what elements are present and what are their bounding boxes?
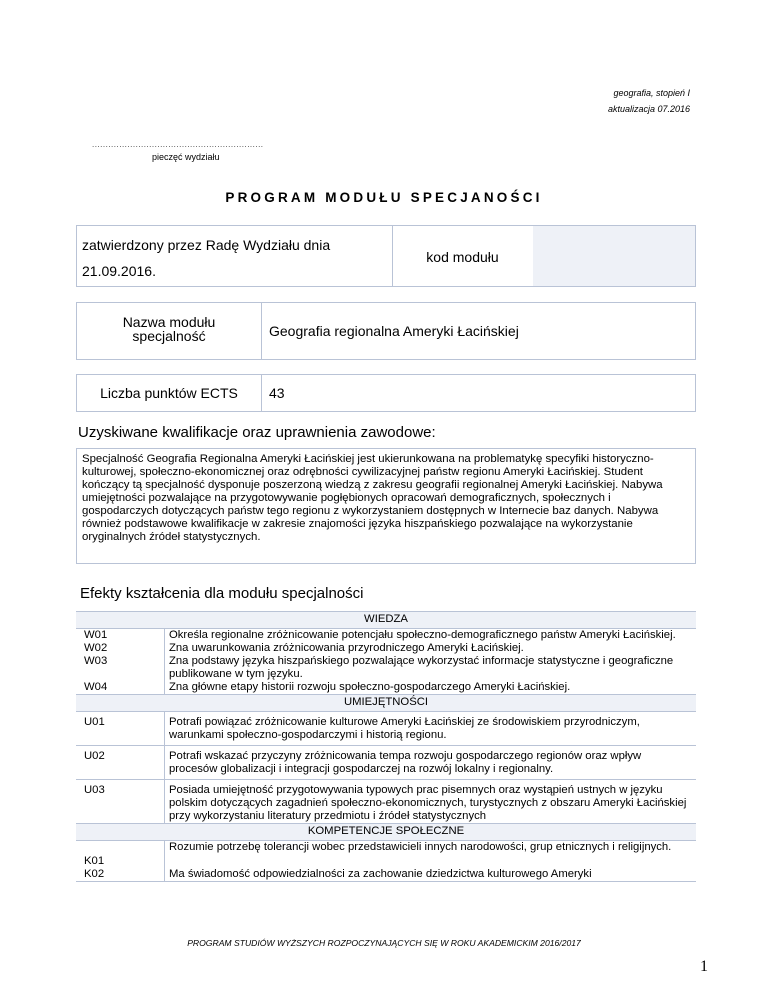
category-skills: UMIEJĘTNOŚCI	[76, 695, 696, 712]
ects-label: Liczba punktów ECTS	[100, 385, 238, 401]
module-name-box	[76, 302, 696, 360]
effect-code: K01	[76, 841, 165, 869]
ects-label-cell	[77, 375, 262, 411]
module-code-value	[533, 226, 695, 286]
ects-value: 43	[269, 385, 285, 401]
effect-code: U01	[76, 712, 165, 746]
table-row	[76, 868, 696, 882]
approval-text-cell	[77, 226, 393, 286]
approval-box	[76, 225, 696, 287]
category-social-competences: KOMPETENCJE SPOŁECZNE	[76, 824, 696, 841]
table-row	[76, 655, 696, 681]
stamp-label: pieczęć wydziału	[152, 152, 220, 162]
module-code-label-cell	[392, 226, 534, 286]
effect-description: Potrafi wskazać przyczyny zróżnicowania tempa rozwoju gospodarczego regionów oraz wpływ procesów globalizacji i integracji gospodarczej na rozwój lokalny i regionalny.	[165, 746, 697, 780]
learning-effects-table	[76, 611, 696, 882]
table-row	[76, 746, 696, 780]
category-knowledge: WIEDZA	[76, 612, 696, 629]
page-title: PROGRAM MODUŁU SPECJANOŚCI	[225, 190, 543, 205]
effect-description: Zna główne etapy historii rozwoju społeczno-gospodarczego Ameryki Łacińskiej.	[169, 681, 571, 693]
approval-label: zatwierdzony przez Radę Wydziału dnia	[82, 237, 331, 253]
effect-code: W03	[76, 655, 165, 681]
effects-heading: Efekty kształcenia dla modułu specjalności	[80, 585, 364, 602]
effect-description: Ma świadomość odpowiedzialności za zachowanie dziedzictwa kulturowego Ameryki	[169, 868, 592, 880]
effect-description: Zna podstawy języka hiszpańskiego pozwalające wykorzystać informacje statystyczne i geograficzne publikowane w tym języku.	[169, 655, 674, 680]
header-update-date: aktualizacja 07.2016	[607, 104, 690, 114]
stamp-dotted-line: ...............................................................	[92, 140, 264, 149]
header-program-info: geografia, stopień I	[613, 88, 690, 98]
effect-code: K02	[76, 868, 165, 882]
effect-description: Potrafi powiązać zróżnicowanie kulturowe Ameryki Łacińskiej ze środowiskiem przyrodniczym, warunkami społeczno-gospodarczymi i historią regionu.	[169, 716, 640, 741]
module-name-label: Nazwa modułu specjalność	[122, 314, 216, 344]
module-name-value: Geografia regionalna Ameryki Łacińskiej	[269, 323, 519, 339]
category-row-knowledge	[76, 612, 696, 629]
effect-code: U02	[76, 746, 165, 780]
effect-description: Posiada umiejętność przygotowywania typowych prac pisemnych oraz wystąpień ustnych w języku polskim dotyczących zagadnień społeczno-ekonomicznych, turystycznych z obszaru Ameryki Łacińskiej przy wykorzystaniu literatury przedmiotu i źródeł statystycznych	[165, 780, 697, 824]
module-code-label: kod modułu	[426, 249, 499, 265]
ects-box	[76, 374, 696, 412]
table-row	[76, 681, 696, 695]
qualifications-heading: Uzyskiwane kwalifikacje oraz uprawnienia zawodowe:	[78, 424, 436, 441]
effect-code: W02	[76, 642, 165, 655]
effect-description: Zna uwarunkowania zróżnicowania przyrodniczego Ameryki Łacińskiej.	[169, 642, 524, 654]
page-footer: PROGRAM STUDIÓW WYŻSZYCH ROZPOCZYNAJĄCYCH SIĘ W ROKU AKADEMICKIM 2016/2017	[187, 938, 581, 948]
effect-description: Określa regionalne zróżnicowanie potencjału społeczno-demograficznego państw Ameryki Łacińskiej.	[169, 629, 676, 641]
table-row	[76, 841, 696, 869]
page-number: 1	[700, 958, 708, 975]
qualifications-description: Specjalność Geografia Regionalna Ameryki Łacińskiej jest ukierunkowana na problematykę specyfiki historyczno-kulturowej, społeczno-ekonomicznej oraz odrębności cywilizacyjnej państw regionu Ameryki Łacińskiej. Student kończący tą specjalność dysponuje poszerzoną wiedzą z zakresu geografii regionalnej Ameryki Łacińskiej. Nabywa umiejętności pozwalające na przygotowywanie pogłębionych opracowań demograficznych, społecznych i gospodarczych dotyczących państw tego regionu z wykorzystaniem dostępnych w Internecie baz danych. Nabywa również podstawowe kwalifikacje w zakresie znajomości języka hiszpańskiego pozwalające na wykorzystanie oryginalnych źródeł statystycznych.	[76, 448, 696, 564]
effect-code: W04	[76, 681, 165, 695]
table-row	[76, 642, 696, 655]
effect-code: W01	[76, 629, 165, 643]
table-row	[76, 780, 696, 824]
effect-code: U03	[76, 780, 165, 824]
approval-date: 21.09.2016.	[82, 263, 156, 279]
category-row-skills	[76, 695, 696, 712]
module-name-label-cell	[77, 303, 262, 359]
table-row	[76, 712, 696, 746]
category-row-social	[76, 824, 696, 841]
effect-description: Rozumie potrzebę tolerancji wobec przedstawicieli innych narodowości, grup etnicznych i religijnych.	[169, 841, 672, 853]
table-row	[76, 629, 696, 643]
